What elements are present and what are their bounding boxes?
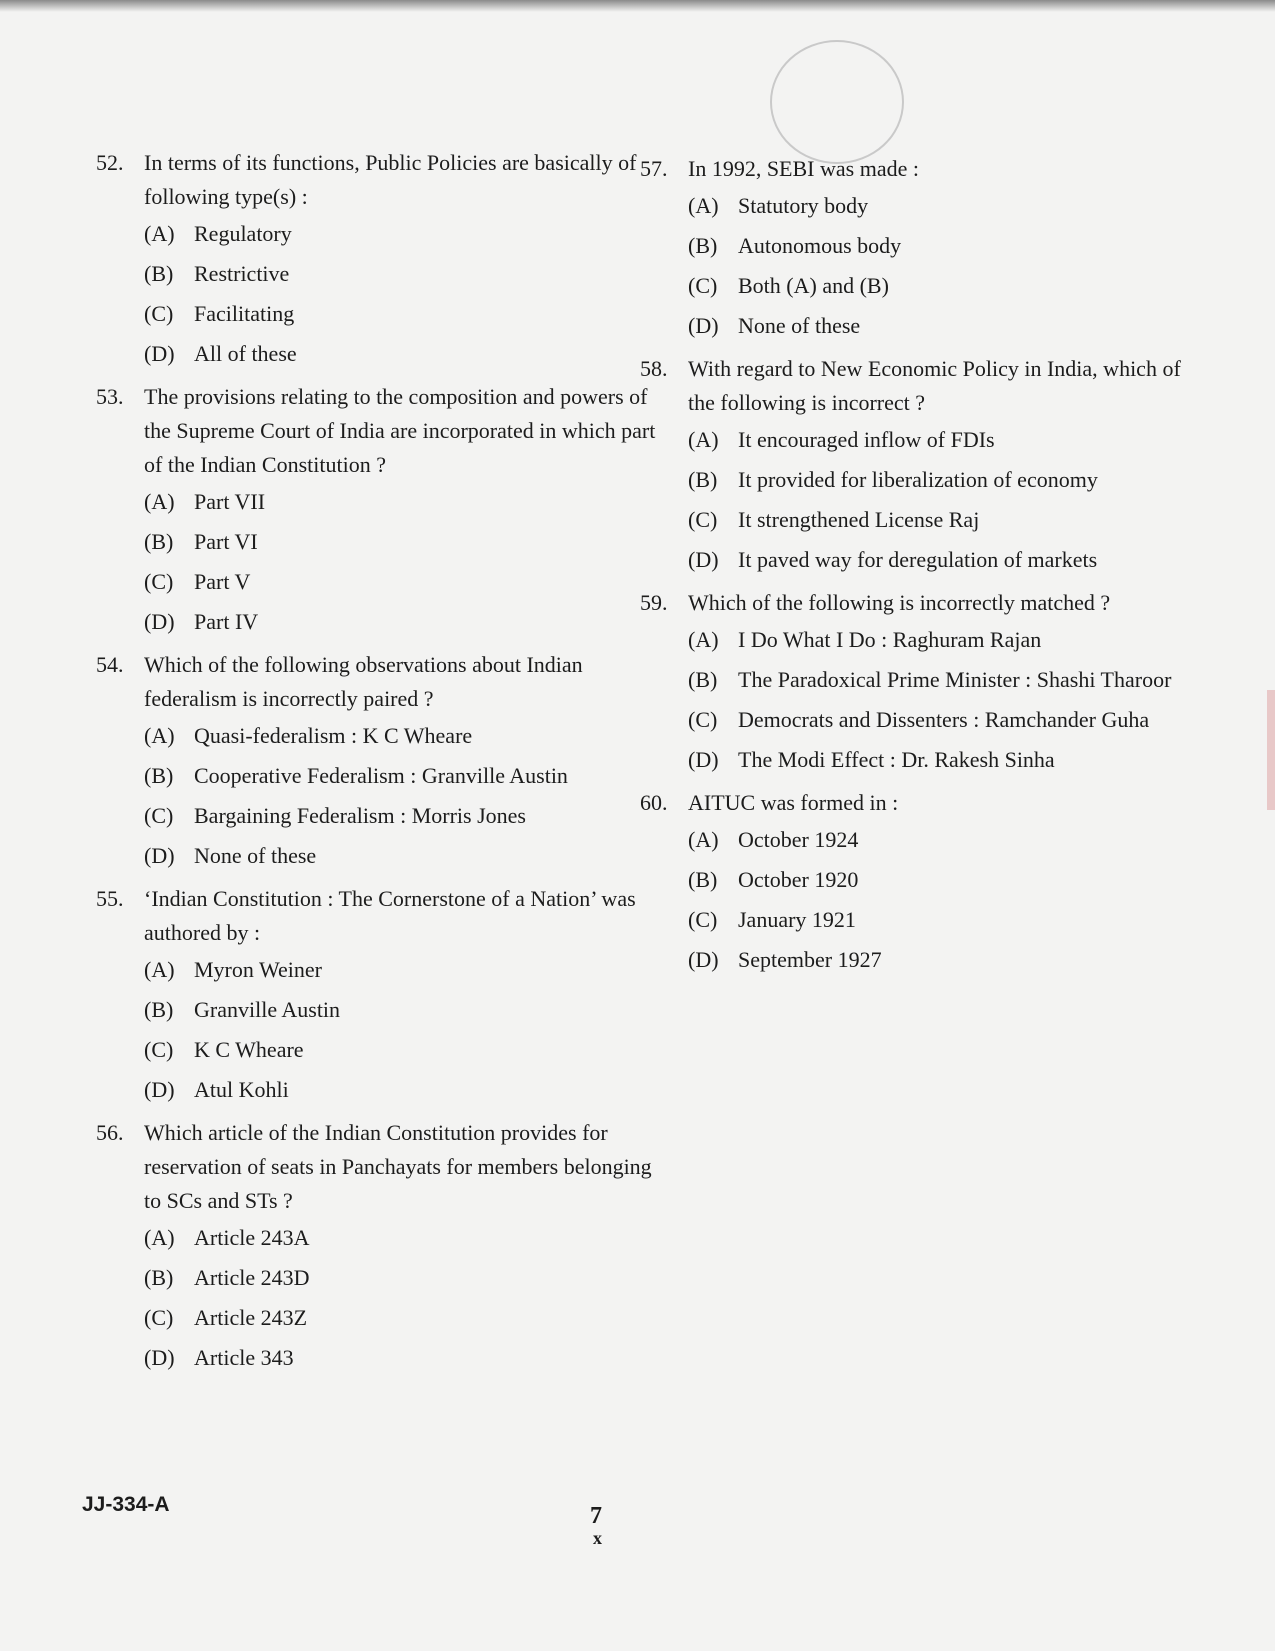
option-letter: (B) [144,763,174,788]
option-b [144,522,656,562]
handwritten-circle-mark [770,40,904,164]
option-text: None of these [194,843,317,868]
scan-edge-mark [1267,690,1275,810]
option-letter: (D) [688,547,719,572]
option-text: Myron Weiner [194,957,322,982]
option-c [688,266,1210,306]
option-text: Facilitating [194,301,295,326]
option-text: It strengthened License Raj [738,507,980,532]
question-text: ‘Indian Constitution : The Cornerstone of a Nation’ was authored by : [144,886,636,945]
option-list [688,620,1210,780]
option-d [144,602,656,642]
option-text: Part VI [194,529,258,554]
option-text: None of these [738,313,861,338]
option-letter: (D) [144,609,175,634]
question-56 [96,1116,656,1378]
question-54 [96,648,656,876]
option-b [144,756,656,796]
option-text: The Modi Effect : Dr. Rakesh Sinha [738,747,1055,772]
question-number: 58. [640,356,668,381]
option-text: Part IV [194,609,259,634]
question-59 [640,586,1210,780]
option-letter: (D) [688,747,719,772]
option-letter: (C) [144,1305,174,1330]
option-c [688,700,1210,740]
option-c [144,562,656,602]
question-number: 59. [640,590,668,615]
option-b [688,660,1210,700]
question-stem [96,648,656,716]
option-letter: (A) [144,957,175,982]
option-text: Article 343 [194,1345,294,1370]
left-question-column [96,146,656,1384]
option-letter: (C) [688,507,718,532]
option-list [688,820,1210,980]
option-text: Part VII [194,489,266,514]
option-a [144,1218,656,1258]
option-d [144,334,656,374]
question-number: 55. [96,886,124,911]
option-list [144,482,656,642]
option-text: Article 243A [194,1225,310,1250]
option-list [688,420,1210,580]
option-letter: (A) [144,221,175,246]
option-letter: (B) [144,261,174,286]
question-text: AITUC was formed in : [688,790,899,815]
option-text: Article 243Z [194,1305,308,1330]
option-text: Article 243D [194,1265,310,1290]
question-stem [96,1116,656,1218]
option-a [688,186,1210,226]
option-letter: (B) [144,997,174,1022]
option-list [144,950,656,1110]
option-text: Atul Kohli [194,1077,289,1102]
option-letter: (A) [688,193,719,218]
question-stem [96,882,656,950]
option-text: October 1920 [738,867,859,892]
option-letter: (C) [144,803,174,828]
option-text: Granville Austin [194,997,341,1022]
option-text: I Do What I Do : Raghuram Rajan [738,627,1042,652]
question-text: With regard to New Economic Policy in India, which of the following is incorrect ? [688,356,1181,415]
question-stem [640,352,1210,420]
option-text: The Paradoxical Prime Minister : Shashi Tharoor [738,667,1172,692]
option-text: September 1927 [738,947,882,972]
question-stem [96,146,656,214]
option-d [144,1070,656,1110]
option-letter: (C) [688,273,718,298]
option-list [144,214,656,374]
question-stem [640,152,1210,186]
question-53 [96,380,656,642]
option-d [688,740,1210,780]
option-letter: (D) [688,313,719,338]
option-d [688,306,1210,346]
option-letter: (B) [688,233,718,258]
option-letter: (B) [688,667,718,692]
option-letter: (C) [144,1037,174,1062]
question-stem [96,380,656,482]
option-d [688,540,1210,580]
option-text: Both (A) and (B) [738,273,889,298]
option-text: It paved way for deregulation of markets [738,547,1098,572]
question-text: Which of the following is incorrectly matched ? [688,590,1111,615]
option-d [144,1338,656,1378]
question-stem [640,786,1210,820]
option-text: October 1924 [738,827,859,852]
option-a [688,820,1210,860]
option-letter: (D) [144,341,175,366]
option-b [144,254,656,294]
option-letter: (C) [144,569,174,594]
option-text: Democrats and Dissenters : Ramchander Guha [738,707,1150,732]
question-60 [640,786,1210,980]
question-number: 57. [640,156,668,181]
option-c [688,900,1210,940]
option-letter: (B) [144,529,174,554]
option-b [144,990,656,1030]
question-text: In terms of its functions, Public Policies are basically of following type(s) : [144,150,637,209]
option-text: Part V [194,569,251,594]
option-b [688,226,1210,266]
question-number: 52. [96,150,124,175]
booklet-code: JJ-334-A [82,1493,170,1516]
option-a [144,214,656,254]
option-letter: (A) [144,1225,175,1250]
question-number: 56. [96,1120,124,1145]
option-letter: (A) [144,723,175,748]
option-text: Cooperative Federalism : Granville Austin [194,763,568,788]
option-b [144,1258,656,1298]
page-mark: x [593,1528,602,1548]
question-text: Which of the following observations about Indian federalism is incorrectly paired ? [144,652,583,711]
option-list [144,1218,656,1378]
option-c [144,1298,656,1338]
option-text: Regulatory [194,221,292,246]
option-a [688,420,1210,460]
option-text: Bargaining Federalism : Morris Jones [194,803,526,828]
question-number: 60. [640,790,668,815]
option-letter: (C) [688,707,718,732]
question-57 [640,152,1210,346]
option-letter: (B) [688,467,718,492]
option-list [144,716,656,876]
question-stem [640,586,1210,620]
option-text: Statutory body [738,193,869,218]
option-letter: (B) [688,867,718,892]
question-number: 54. [96,652,124,677]
option-c [144,1030,656,1070]
option-list [688,186,1210,346]
option-letter: (A) [688,627,719,652]
option-text: All of these [194,341,297,366]
question-text: The provisions relating to the composition and powers of the Supreme Court of India are incorporated in which part of the Indian Constitution ? [144,384,656,477]
option-letter: (C) [144,301,174,326]
option-letter: (B) [144,1265,174,1290]
option-letter: (C) [688,907,718,932]
option-letter: (D) [144,1345,175,1370]
option-letter: (A) [688,427,719,452]
option-a [144,716,656,756]
option-text: Autonomous body [738,233,902,258]
option-letter: (A) [144,489,175,514]
option-text: Quasi-federalism : K C Wheare [194,723,473,748]
question-text: In 1992, SEBI was made : [688,156,919,181]
option-text: Restrictive [194,261,290,286]
question-55 [96,882,656,1110]
page-number: 7 [590,1503,602,1529]
option-a [144,950,656,990]
option-a [688,620,1210,660]
option-text: It encouraged inflow of FDIs [738,427,995,452]
option-c [144,294,656,334]
right-question-column [640,152,1210,986]
option-text: It provided for liberalization of economy [738,467,1098,492]
option-d [688,940,1210,980]
option-letter: (A) [688,827,719,852]
option-text: January 1921 [738,907,856,932]
question-text: Which article of the Indian Constitution provides for reservation of seats in Panchayats for members belonging to SCs and STs ? [144,1120,652,1213]
option-b [688,460,1210,500]
option-d [144,836,656,876]
question-58 [640,352,1210,580]
question-number: 53. [96,384,124,409]
scan-top-edge [0,0,1275,12]
option-a [144,482,656,522]
option-c [688,500,1210,540]
option-letter: (D) [144,1077,175,1102]
option-c [144,796,656,836]
option-letter: (D) [688,947,719,972]
option-letter: (D) [144,843,175,868]
option-b [688,860,1210,900]
option-text: K C Wheare [194,1037,304,1062]
question-52 [96,146,656,374]
